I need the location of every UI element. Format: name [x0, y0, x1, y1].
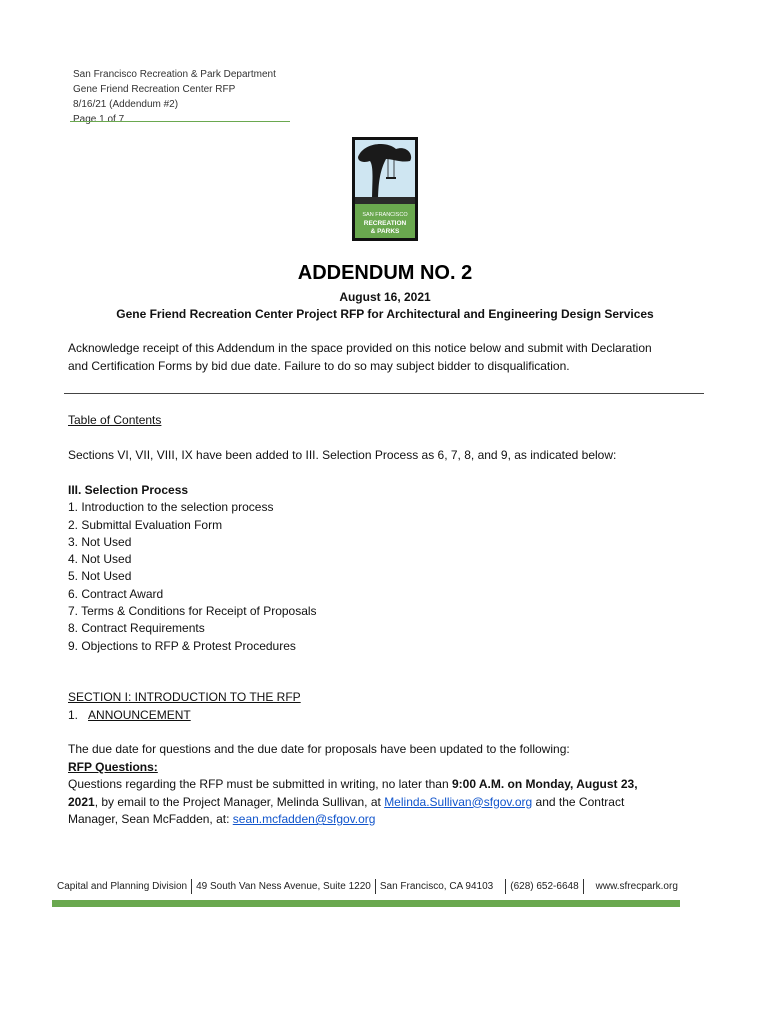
footer-division: Capital and Planning Division — [57, 881, 188, 892]
section-1-heading: SECTION I: INTRODUCTION TO THE RFP — [68, 690, 301, 704]
toc-heading-block — [68, 412, 708, 430]
header-page: Page 1 of 7 — [73, 114, 125, 125]
list-item: 5. Not Used — [68, 569, 132, 584]
questions-deadline-year: 2021 — [68, 794, 95, 809]
ack-line-1: Acknowledge receipt of this Addendum in the space provided on this notice below and submit with Declaration — [68, 341, 652, 355]
footer-green-bar — [52, 900, 680, 907]
footer-city: San Francisco, CA 94103 — [379, 881, 494, 892]
list-item: 8. Contract Requirements — [68, 621, 205, 636]
selection-process-list — [68, 482, 317, 655]
sf-rec-park-logo — [352, 137, 418, 241]
list-item: 6. Contract Award — [68, 586, 164, 601]
footer-separator — [583, 879, 584, 894]
toc-heading: Table of Contents — [68, 413, 162, 427]
list-item: 7. Terms & Conditions for Receipt of Proposals — [68, 604, 317, 619]
header-rule — [70, 121, 290, 122]
logo-text-parks: & PARKS — [370, 228, 400, 235]
logo-text-sf: SAN FRANCISCO — [362, 212, 408, 218]
rfp-questions-label: RFP Questions: — [68, 759, 158, 774]
section-1-heading-block — [68, 689, 708, 724]
header-project: Gene Friend Recreation Center RFP — [73, 84, 236, 95]
questions-text-2: , by email to the Project Manager, Melinda Sullivan, at — [94, 794, 385, 809]
list-item: 3. Not Used — [68, 534, 132, 549]
questions-text-1: Questions regarding the RFP must be submitted in writing, no later than — [68, 777, 452, 791]
page-header — [73, 67, 276, 127]
email-link-melinda[interactable]: Melinda.Sullivan@sfgov.org — [384, 794, 533, 809]
footer-web: www.sfrecpark.org — [595, 881, 678, 892]
page-footer — [57, 879, 678, 894]
due-dates-block — [68, 741, 708, 829]
email-link-sean[interactable]: sean.mcfadden@sfgov.org — [232, 812, 376, 826]
due-dates-text: The due date for questions and the due date for proposals have been updated to the following: — [68, 742, 570, 756]
list-item: 4. Not Used — [68, 552, 132, 567]
announcement-heading: ANNOUNCEMENT — [88, 707, 191, 722]
footer-phone: (628) 652-6648 — [510, 881, 579, 892]
footer-separator — [375, 879, 376, 894]
footer-separator — [191, 879, 192, 894]
ack-line-2: and Certification Forms by bid due date. Failure to do so may subject bidder to disqualification. — [68, 358, 570, 373]
list-item: 1. Introduction to the selection process — [68, 500, 274, 515]
list-item: 9. Objections to RFP & Protest Procedures — [68, 638, 296, 653]
announcement-number: 1. — [68, 707, 79, 722]
footer-address: 49 South Van Ness Avenue, Suite 1220 — [196, 881, 371, 892]
list-item: 2. Submittal Evaluation Form — [68, 517, 223, 532]
questions-text-3: and the Contract — [532, 794, 625, 809]
toc-note: Sections VI, VII, VIII, IX have been added to III. Selection Process as 6, 7, 8, and 9, as indicated below: — [68, 448, 617, 462]
header-org: San Francisco Recreation & Park Department — [73, 69, 276, 80]
section-divider — [64, 393, 704, 394]
document-title: ADDENDUM NO. 2 — [297, 262, 473, 284]
questions-deadline: 9:00 A.M. on Monday, August 23, — [451, 777, 638, 791]
logo-text-recreation: RECREATION — [363, 220, 407, 227]
document-subtitle: Gene Friend Recreation Center Project RFP for Architectural and Engineering Design Services — [116, 307, 654, 321]
acknowledge-paragraph — [68, 340, 708, 375]
document-date: August 16, 2021 — [339, 290, 431, 304]
questions-text-4: Manager, Sean McFadden, at: — [68, 812, 233, 826]
header-date: 8/16/21 (Addendum #2) — [73, 99, 179, 110]
selection-process-heading: III. Selection Process — [68, 483, 189, 497]
footer-separator — [505, 879, 506, 894]
